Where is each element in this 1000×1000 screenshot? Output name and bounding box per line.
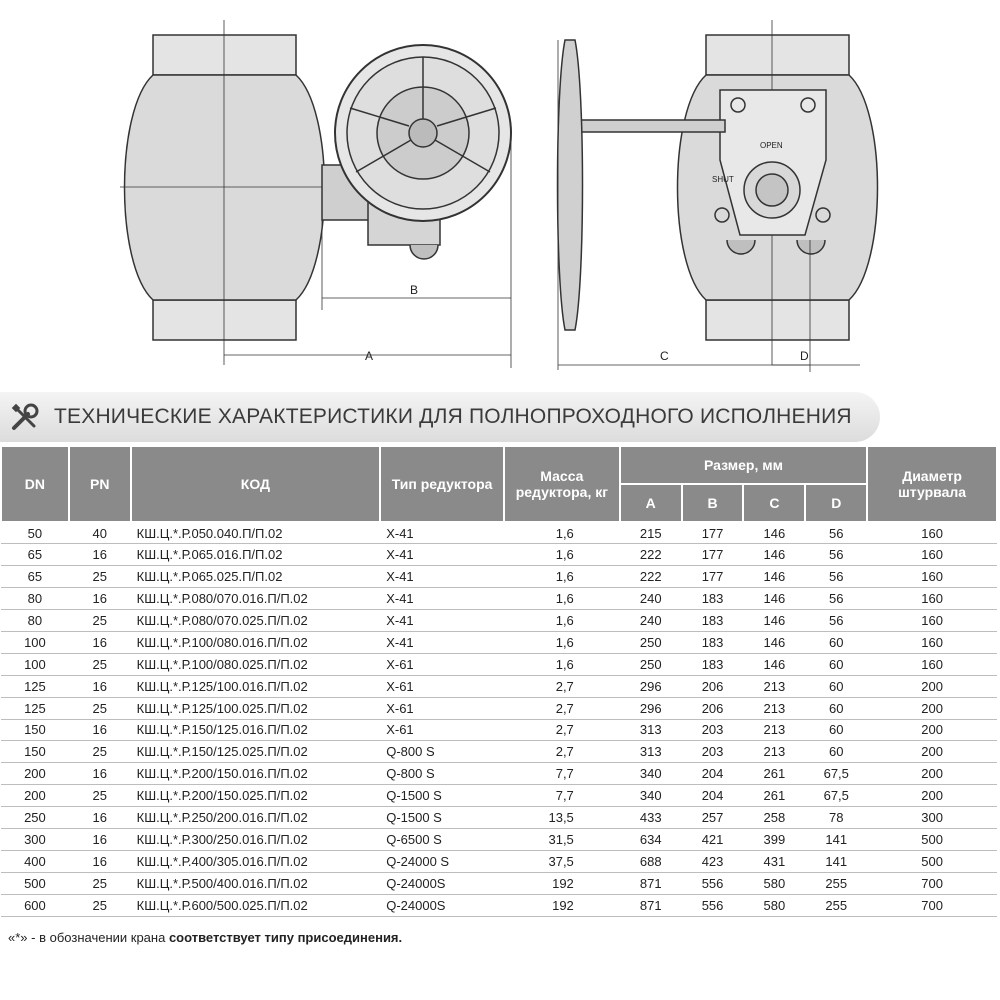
cell-dn: 80 (1, 610, 69, 632)
cell-dn: 200 (1, 785, 69, 807)
cell-b: 183 (682, 588, 744, 610)
cell-code: КШ.Ц.*.Р.100/080.016.П/П.02 (131, 631, 381, 653)
cell-a: 871 (620, 894, 682, 916)
cell-a: 250 (620, 653, 682, 675)
cell-c: 261 (743, 763, 805, 785)
cell-a: 871 (620, 872, 682, 894)
cell-b: 204 (682, 785, 744, 807)
cell-wheel: 160 (867, 566, 997, 588)
cell-red: X-61 (380, 719, 504, 741)
cell-code: КШ.Ц.*.Р.125/100.025.П/П.02 (131, 697, 381, 719)
footnote (8, 930, 402, 945)
table-body (1, 522, 997, 916)
table-row (1, 741, 997, 763)
cell-red: X-41 (380, 566, 504, 588)
table-row (1, 828, 997, 850)
cell-c: 261 (743, 785, 805, 807)
cell-pn: 25 (69, 894, 131, 916)
header-wheel: Диаметр штурвала (867, 446, 997, 522)
cell-c: 399 (743, 828, 805, 850)
cell-b: 177 (682, 522, 744, 544)
cell-d: 141 (805, 828, 867, 850)
cell-code: КШ.Ц.*.Р.200/150.016.П/П.02 (131, 763, 381, 785)
cell-a: 433 (620, 807, 682, 829)
cell-dn: 300 (1, 828, 69, 850)
cell-a: 634 (620, 828, 682, 850)
cell-code: КШ.Ц.*.Р.200/150.025.П/П.02 (131, 785, 381, 807)
cell-code: КШ.Ц.*.Р.050.040.П/П.02 (131, 522, 381, 544)
cell-pn: 16 (69, 719, 131, 741)
cell-code: КШ.Ц.*.Р.400/305.016.П/П.02 (131, 850, 381, 872)
cell-code: КШ.Ц.*.Р.250/200.016.П/П.02 (131, 807, 381, 829)
cell-b: 421 (682, 828, 744, 850)
cell-d: 60 (805, 697, 867, 719)
dimension-label-a: A (365, 349, 374, 363)
cell-c: 146 (743, 653, 805, 675)
table-row (1, 785, 997, 807)
cell-a: 222 (620, 544, 682, 566)
cell-a: 250 (620, 631, 682, 653)
cell-pn: 40 (69, 522, 131, 544)
cell-dn: 125 (1, 697, 69, 719)
dimension-label-b: B (410, 283, 419, 297)
cell-mass: 7,7 (504, 785, 620, 807)
cell-wheel: 200 (867, 785, 997, 807)
cell-wheel: 200 (867, 675, 997, 697)
cell-red: X-41 (380, 610, 504, 632)
cell-b: 183 (682, 631, 744, 653)
cell-b: 556 (682, 872, 744, 894)
cell-d: 60 (805, 675, 867, 697)
cell-c: 431 (743, 850, 805, 872)
cell-dn: 600 (1, 894, 69, 916)
dimension-label-c: C (660, 349, 669, 363)
cell-c: 146 (743, 610, 805, 632)
table-row (1, 894, 997, 916)
cell-red: X-41 (380, 588, 504, 610)
cell-a: 240 (620, 588, 682, 610)
cell-red: Q-24000S (380, 872, 504, 894)
header-b: B (682, 484, 744, 522)
table-row (1, 588, 997, 610)
cell-dn: 65 (1, 566, 69, 588)
cell-d: 60 (805, 631, 867, 653)
cell-red: Q-24000S (380, 894, 504, 916)
cell-dn: 150 (1, 741, 69, 763)
cell-mass: 2,7 (504, 741, 620, 763)
cell-mass: 31,5 (504, 828, 620, 850)
cell-code: КШ.Ц.*.Р.065.016.П/П.02 (131, 544, 381, 566)
cell-b: 257 (682, 807, 744, 829)
dimension-label-d: D (800, 349, 809, 363)
cell-red: X-61 (380, 675, 504, 697)
cell-mass: 1,6 (504, 566, 620, 588)
valve-technical-drawing (0, 0, 1000, 385)
cell-mass: 7,7 (504, 763, 620, 785)
cell-b: 177 (682, 544, 744, 566)
cell-c: 146 (743, 566, 805, 588)
cell-pn: 16 (69, 631, 131, 653)
cell-dn: 250 (1, 807, 69, 829)
cell-code: КШ.Ц.*.Р.100/080.025.П/П.02 (131, 653, 381, 675)
cell-pn: 25 (69, 566, 131, 588)
cell-wheel: 700 (867, 872, 997, 894)
table-row (1, 675, 997, 697)
cell-dn: 200 (1, 763, 69, 785)
cell-d: 60 (805, 653, 867, 675)
cell-a: 688 (620, 850, 682, 872)
cell-pn: 16 (69, 828, 131, 850)
cell-red: X-41 (380, 631, 504, 653)
cell-code: КШ.Ц.*.Р.065.025.П/П.02 (131, 566, 381, 588)
table-row (1, 697, 997, 719)
cell-wheel: 160 (867, 588, 997, 610)
cell-pn: 16 (69, 807, 131, 829)
cell-mass: 2,7 (504, 719, 620, 741)
cell-c: 146 (743, 522, 805, 544)
cell-red: Q-1500 S (380, 785, 504, 807)
cell-dn: 80 (1, 588, 69, 610)
cell-wheel: 700 (867, 894, 997, 916)
header-mass: Масса редуктора, кг (504, 446, 620, 522)
header-code: КОД (131, 446, 381, 522)
cell-dn: 125 (1, 675, 69, 697)
header-reducer: Тип редуктора (380, 446, 504, 522)
cell-dn: 65 (1, 544, 69, 566)
cell-c: 213 (743, 697, 805, 719)
cell-wheel: 160 (867, 544, 997, 566)
cell-wheel: 200 (867, 697, 997, 719)
cell-red: Q-1500 S (380, 807, 504, 829)
cell-mass: 1,6 (504, 522, 620, 544)
table-row (1, 566, 997, 588)
cell-wheel: 500 (867, 850, 997, 872)
cell-red: X-41 (380, 522, 504, 544)
cell-pn: 25 (69, 785, 131, 807)
header-d: D (805, 484, 867, 522)
cell-wheel: 160 (867, 653, 997, 675)
cell-a: 313 (620, 741, 682, 763)
cell-red: Q-800 S (380, 763, 504, 785)
table-row (1, 610, 997, 632)
cell-red: X-61 (380, 697, 504, 719)
cell-mass: 1,6 (504, 610, 620, 632)
cell-code: КШ.Ц.*.Р.080/070.025.П/П.02 (131, 610, 381, 632)
cell-d: 56 (805, 566, 867, 588)
cell-a: 340 (620, 763, 682, 785)
header-dn: DN (1, 446, 69, 522)
cell-mass: 192 (504, 894, 620, 916)
cell-c: 146 (743, 631, 805, 653)
cell-d: 60 (805, 719, 867, 741)
cell-b: 203 (682, 741, 744, 763)
cell-pn: 16 (69, 588, 131, 610)
cell-code: КШ.Ц.*.Р.300/250.016.П/П.02 (131, 828, 381, 850)
cell-pn: 25 (69, 741, 131, 763)
cell-red: X-41 (380, 544, 504, 566)
wrench-screwdriver-icon (10, 402, 40, 432)
cell-a: 296 (620, 675, 682, 697)
cell-c: 258 (743, 807, 805, 829)
header-a: A (620, 484, 682, 522)
cell-a: 222 (620, 566, 682, 588)
cell-b: 206 (682, 675, 744, 697)
cell-b: 206 (682, 697, 744, 719)
cell-pn: 16 (69, 850, 131, 872)
cell-c: 146 (743, 588, 805, 610)
cell-wheel: 200 (867, 719, 997, 741)
cell-d: 67,5 (805, 785, 867, 807)
cell-c: 146 (743, 544, 805, 566)
cell-dn: 50 (1, 522, 69, 544)
cell-a: 215 (620, 522, 682, 544)
cell-b: 183 (682, 610, 744, 632)
cell-a: 296 (620, 697, 682, 719)
cell-red: X-61 (380, 653, 504, 675)
cell-mass: 13,5 (504, 807, 620, 829)
cell-wheel: 200 (867, 763, 997, 785)
cell-red: Q-800 S (380, 741, 504, 763)
cell-red: Q-6500 S (380, 828, 504, 850)
header-size: Размер, мм (620, 446, 867, 484)
cell-pn: 25 (69, 610, 131, 632)
cell-wheel: 300 (867, 807, 997, 829)
cell-d: 56 (805, 522, 867, 544)
cell-pn: 16 (69, 675, 131, 697)
footnote-text: - в обозначении крана (27, 930, 169, 945)
table-row (1, 544, 997, 566)
cell-wheel: 160 (867, 522, 997, 544)
cell-mass: 192 (504, 872, 620, 894)
cell-d: 60 (805, 741, 867, 763)
section-header (0, 392, 880, 442)
gear-shut-label: SHUT (712, 175, 734, 184)
cell-dn: 500 (1, 872, 69, 894)
cell-b: 204 (682, 763, 744, 785)
table-row (1, 719, 997, 741)
cell-d: 255 (805, 872, 867, 894)
cell-mass: 1,6 (504, 653, 620, 675)
table-row (1, 807, 997, 829)
table-row (1, 522, 997, 544)
specs-table (0, 445, 998, 917)
cell-mass: 1,6 (504, 631, 620, 653)
table-row (1, 763, 997, 785)
cell-mass: 2,7 (504, 697, 620, 719)
section-title: ТЕХНИЧЕСКИЕ ХАРАКТЕРИСТИКИ ДЛЯ ПОЛНОПРОХОДНОГО ИСПОЛНЕНИЯ (54, 405, 852, 428)
cell-a: 313 (620, 719, 682, 741)
cell-b: 183 (682, 653, 744, 675)
cell-a: 340 (620, 785, 682, 807)
cell-d: 56 (805, 610, 867, 632)
cell-dn: 150 (1, 719, 69, 741)
cell-d: 255 (805, 894, 867, 916)
cell-code: КШ.Ц.*.Р.150/125.025.П/П.02 (131, 741, 381, 763)
table-row (1, 872, 997, 894)
cell-b: 177 (682, 566, 744, 588)
cell-mass: 1,6 (504, 544, 620, 566)
cell-b: 203 (682, 719, 744, 741)
table-row (1, 653, 997, 675)
footnote-bold: соответствует типу присоединения. (168, 930, 403, 945)
header-c: C (743, 484, 805, 522)
cell-dn: 100 (1, 653, 69, 675)
cell-code: КШ.Ц.*.Р.080/070.016.П/П.02 (131, 588, 381, 610)
cell-wheel: 160 (867, 631, 997, 653)
cell-b: 423 (682, 850, 744, 872)
cell-d: 56 (805, 588, 867, 610)
cell-c: 580 (743, 872, 805, 894)
cell-wheel: 160 (867, 610, 997, 632)
cell-pn: 16 (69, 763, 131, 785)
cell-wheel: 500 (867, 828, 997, 850)
cell-mass: 2,7 (504, 675, 620, 697)
cell-c: 213 (743, 675, 805, 697)
cell-c: 213 (743, 741, 805, 763)
cell-c: 580 (743, 894, 805, 916)
cell-wheel: 200 (867, 741, 997, 763)
cell-pn: 25 (69, 872, 131, 894)
footnote-mark: «*» (8, 930, 28, 945)
cell-b: 556 (682, 894, 744, 916)
cell-code: КШ.Ц.*.Р.150/125.016.П/П.02 (131, 719, 381, 741)
cell-d: 56 (805, 544, 867, 566)
cell-code: КШ.Ц.*.Р.500/400.016.П/П.02 (131, 872, 381, 894)
cell-dn: 100 (1, 631, 69, 653)
gear-open-label: OPEN (760, 141, 783, 150)
cell-pn: 25 (69, 697, 131, 719)
cell-c: 213 (743, 719, 805, 741)
cell-d: 67,5 (805, 763, 867, 785)
cell-pn: 25 (69, 653, 131, 675)
cell-mass: 1,6 (504, 588, 620, 610)
cell-pn: 16 (69, 544, 131, 566)
cell-red: Q-24000 S (380, 850, 504, 872)
cell-mass: 37,5 (504, 850, 620, 872)
cell-a: 240 (620, 610, 682, 632)
table-row (1, 631, 997, 653)
cell-d: 141 (805, 850, 867, 872)
header-pn: PN (69, 446, 131, 522)
cell-code: КШ.Ц.*.Р.600/500.025.П/П.02 (131, 894, 381, 916)
table-row (1, 850, 997, 872)
cell-d: 78 (805, 807, 867, 829)
cell-code: КШ.Ц.*.Р.125/100.016.П/П.02 (131, 675, 381, 697)
cell-dn: 400 (1, 850, 69, 872)
